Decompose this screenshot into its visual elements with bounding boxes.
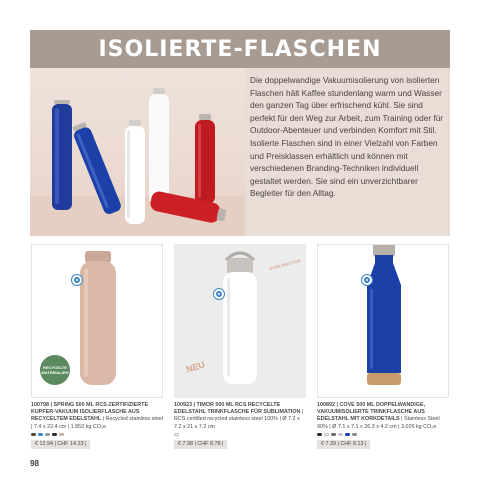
product-info-cove	[317, 402, 451, 449]
product-card-timor[interactable]	[174, 244, 306, 398]
color-swatch[interactable]	[174, 433, 179, 436]
recycled-badge	[40, 355, 70, 385]
price-tag: € 7.98 | CHF 8.78 |	[174, 440, 227, 449]
price-tag: € 7.39 | CHF 8.13 |	[317, 440, 370, 449]
product-card-cove[interactable]	[317, 244, 449, 398]
hero-photo	[30, 68, 245, 236]
product-name: 100923 | TIMOR 500 ML RCS RECYCELTE EDELSTAHL TRINKFLASCHE FÜR SUBLIMATION	[174, 402, 301, 416]
intro-paragraph: Die doppelwandige Vakuumisolierung von isolierten Flaschen hält Kaffee stundenlang warm und Wasser den ganzen Tag über erfrischend kühl. Sie sind perfekt für den Weg zur Arbeit, zum Training oder für Outdoor-Abenteuer und verbinden Komfort mit Stil. Isolierte Flaschen sind in einer Vielzahl von Farben und Preisklassen erhältlich und können mit verschiedenen Branding-Techniken individuell gestaltet werden. Sie sind ein unverzichtbarer Begleiter für den Alltag.	[250, 75, 444, 199]
blue-bottle-left	[52, 100, 72, 210]
bottles-illustration	[30, 68, 245, 236]
price-tag: € 12.94 | CHF 14.23 |	[31, 440, 90, 449]
product-spec: | Recycled stainless steel | 7.4 x 22.4 cm | 1.853 kg CO₂e	[31, 416, 164, 430]
product-name: 100798 | SPRING 500 ML RCS-ZERTIFIZIERTE KUPFER-VAKUUM ISOLIERFLASCHE AUS RECYCELTEM EDELSTAHL	[31, 402, 149, 423]
color-swatch[interactable]	[38, 433, 43, 436]
new-badge: NEU	[184, 359, 207, 375]
product-spec: | RCS certified recycled stainless steel 100% | Ø 7.2 x 7.2 x 21 x 7.2 cm	[174, 409, 304, 430]
blue-cork-bottle-image	[318, 245, 449, 398]
product-card-spring[interactable]	[31, 244, 163, 398]
color-swatch[interactable]	[338, 433, 343, 436]
color-swatches	[317, 433, 451, 436]
section-banner	[30, 30, 450, 68]
product-info-timor	[174, 402, 308, 449]
color-swatch[interactable]	[31, 433, 36, 436]
product-name: 100892 | COVE 500 ML DOPPELWANDIGE, VAKUUMISOLIERTE TRINKFLASCHE AUS EDELSTAHL MIT KORKDETAILS	[317, 402, 426, 423]
color-swatches	[31, 433, 165, 436]
sublimation-badge: SUBLIMATION	[268, 257, 302, 272]
target-icon	[72, 275, 82, 285]
color-swatch[interactable]	[331, 433, 336, 436]
page-number: 98	[30, 459, 39, 468]
color-swatch[interactable]	[324, 433, 329, 436]
color-swatch[interactable]	[45, 433, 50, 436]
target-icon	[362, 275, 372, 285]
color-swatches	[174, 433, 308, 436]
product-info-spring	[31, 402, 165, 449]
color-swatch[interactable]	[52, 433, 57, 436]
color-swatch[interactable]	[317, 433, 322, 436]
target-icon	[214, 289, 224, 299]
recycled-badge-text: RECYCELTE MATERIALIEN	[41, 365, 69, 375]
color-swatch[interactable]	[59, 433, 64, 436]
product-spec: | Stainless Steel 90% | Ø 7.1 x 7.1 x 26.3 x 4.2 cm | 3.026 kg CO₂e	[317, 416, 440, 430]
hero-section	[30, 68, 450, 236]
color-swatch[interactable]	[345, 433, 350, 436]
color-swatch[interactable]	[352, 433, 357, 436]
white-bottle-image	[174, 244, 306, 398]
section-title: ISOLIERTE-FLASCHEN	[98, 36, 382, 62]
